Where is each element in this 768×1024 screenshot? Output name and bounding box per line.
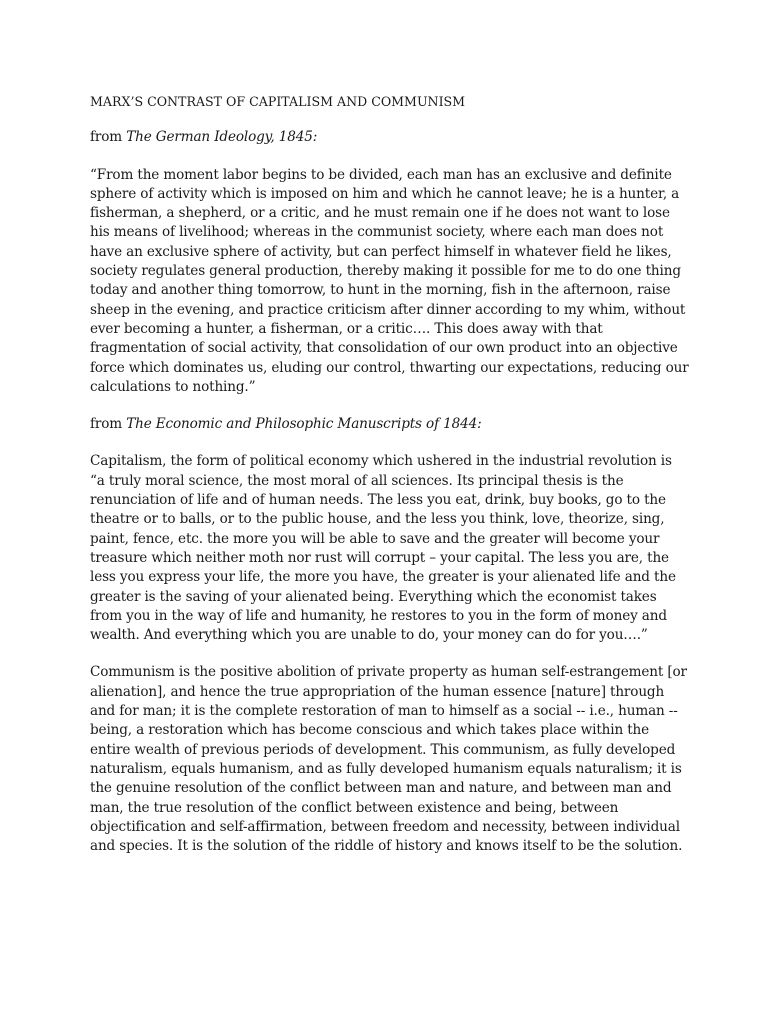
paragraph-capitalism: Capitalism, the form of political economy which ushered in the industrial revolution is “a truly moral science, the most moral of all sciences. Its principal thesis is the renunciation of life and of human needs. The less you eat, drink, buy books, go to the theatre or to balls, or to the public house, and the less you think, love, theorize, sing, paint, fence, etc. the more you will be able to save and the greater will become your treasure which neither moth nor rust will corrupt – your capital. The less you are, the less you express your life, the more you have, the greater is your alienated life and the greater is the saving of your alienated being. Everything which the economist takes from you in the way of life and humanity, he restores to you in the form of money and wealth. And everything which you are unable to do, your money can do for you….”	[90, 453, 676, 644]
source-prefix: from	[90, 416, 127, 433]
document-title: MARX’S CONTRAST OF CAPITALISM AND COMMUNISM	[90, 94, 466, 109]
source-work-title: The Economic and Philosophic Manuscripts of 1844:	[126, 416, 482, 433]
document-page	[90, 92, 690, 874]
source-work-title: The German Ideology, 1845:	[126, 129, 318, 146]
source-prefix: from	[90, 129, 127, 146]
source-citation-german-ideology	[90, 128, 690, 147]
paragraph-communism: Communism is the positive abolition of private property as human self-estrangement [or alienation], and hence the true appropriation of the human essence [nature] through and for man; it is the complete restoration of man to himself as a social -- i.e., human -- being, a restoration which has become conscious and which takes place within the entire wealth of previous periods of development. This communism, as fully developed naturalism, equals humanism, and as fully developed humanism equals naturalism; it is the genuine resolution of the conflict between man and nature, and between man and man, the true resolution of the conflict between existence and being, between objectification and self-affirmation, between freedom and necessity, between individual and species. It is the solution of the riddle of history and knows itself to be the solution.	[90, 664, 687, 855]
source-citation-manuscripts	[90, 415, 690, 434]
quote-german-ideology: “From the moment labor begins to be divided, each man has an exclusive and definite sphere of activity which is imposed on him and which he cannot leave; he is a hunter, a fisherman, a shepherd, or a critic, and he must remain one if he does not want to lose his means of livelihood; whereas in the communist society, where each man does not have an exclusive sphere of activity, but can perfect himself in whatever field he likes, society regulates general production, thereby making it possible for me to do one thing today and another thing tomorrow, to hunt in the morning, fish in the afternoon, raise sheep in the evening, and practice criticism after dinner according to my whim, without ever becoming a hunter, a fisherman, or a critic…. This does away with that fragmentation of social activity, that consolidation of our own product into an objective force which dominates us, eluding our control, thwarting our expectations, reducing our calculations to nothing.”	[90, 166, 689, 395]
